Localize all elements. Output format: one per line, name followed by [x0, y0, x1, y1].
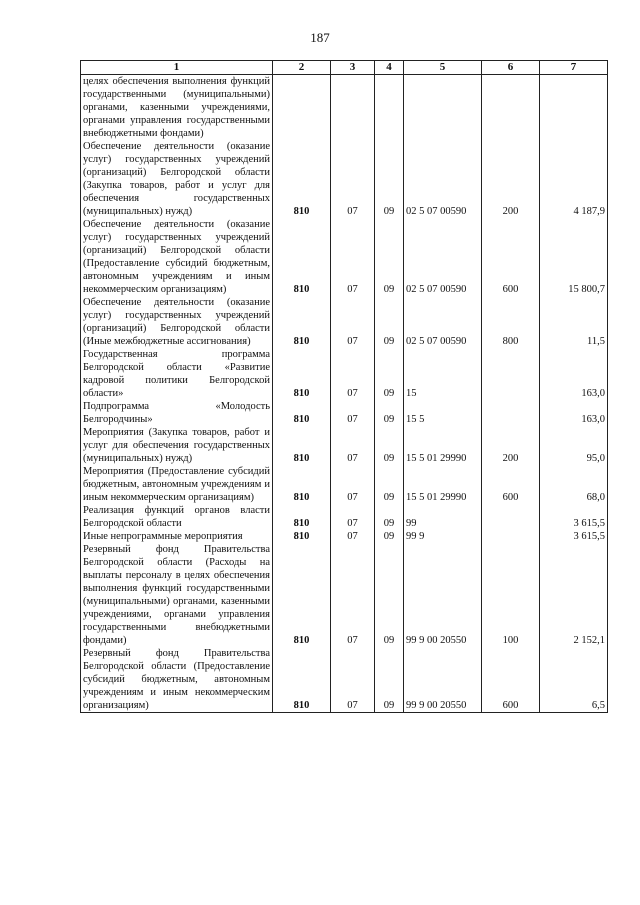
- target-item-code: 99 9 00 20550: [404, 647, 482, 713]
- ministry-code: 810: [273, 218, 331, 296]
- row-description: Мероприятия (Предоставление субсидий бюджетным, автономным учреждениям и иным некоммерческим организациям): [81, 465, 273, 504]
- row-description: Обеспечение деятельности (оказание услуг) государственных учреждений (организаций) Белгородской области (Закупка товаров, работ и услуг для обеспечения государственных (муниципальных) нужд): [81, 140, 273, 218]
- table-row: [81, 218, 608, 296]
- row-description: целях обеспечения выполнения функций государственными (муниципальными) органами, казенными учреждениями, органами управления государственными внебюджетными фондами): [81, 75, 273, 141]
- subsection-code: 09: [375, 348, 404, 400]
- section-code: 07: [331, 140, 375, 218]
- row-description: Иные непрограммные мероприятия: [81, 530, 273, 543]
- section-code: 07: [331, 400, 375, 426]
- ministry-code: 810: [273, 426, 331, 465]
- expense-type-code: 800: [482, 296, 540, 348]
- row-description: Резервный фонд Правительства Белгородской области (Предоставление субсидий бюджетным, автономным учреждениям и иным некоммерческим организациям): [81, 647, 273, 713]
- budget-table: [80, 60, 608, 713]
- target-item-code: 15 5 01 29990: [404, 426, 482, 465]
- target-item-code: [404, 75, 482, 141]
- amount: 68,0: [540, 465, 608, 504]
- ministry-code: 810: [273, 530, 331, 543]
- section-code: 07: [331, 504, 375, 530]
- table-row: [81, 530, 608, 543]
- amount: 2 152,1: [540, 543, 608, 647]
- amount: 163,0: [540, 348, 608, 400]
- subsection-code: 09: [375, 140, 404, 218]
- target-item-code: 15: [404, 348, 482, 400]
- ministry-code: [273, 75, 331, 141]
- section-code: 07: [331, 348, 375, 400]
- expense-type-code: 600: [482, 465, 540, 504]
- column-header: 5: [404, 61, 482, 75]
- expense-type-code: 600: [482, 218, 540, 296]
- expense-type-code: [482, 530, 540, 543]
- table-row: [81, 647, 608, 713]
- amount: 3 615,5: [540, 530, 608, 543]
- expense-type-code: 100: [482, 543, 540, 647]
- expense-type-code: 200: [482, 426, 540, 465]
- table-row: [81, 465, 608, 504]
- column-header: 3: [331, 61, 375, 75]
- section-code: 07: [331, 296, 375, 348]
- subsection-code: 09: [375, 218, 404, 296]
- table-row: [81, 348, 608, 400]
- subsection-code: 09: [375, 530, 404, 543]
- ministry-code: 810: [273, 348, 331, 400]
- target-item-code: 02 5 07 00590: [404, 218, 482, 296]
- amount: 3 615,5: [540, 504, 608, 530]
- subsection-code: 09: [375, 543, 404, 647]
- column-header: 2: [273, 61, 331, 75]
- target-item-code: 99 9: [404, 530, 482, 543]
- subsection-code: 09: [375, 296, 404, 348]
- amount: 163,0: [540, 400, 608, 426]
- target-item-code: 15 5 01 29990: [404, 465, 482, 504]
- section-code: 07: [331, 530, 375, 543]
- target-item-code: 15 5: [404, 400, 482, 426]
- row-description: Мероприятия (Закупка товаров, работ и услуг для обеспечения государственных (муниципальных) нужд): [81, 426, 273, 465]
- section-code: 07: [331, 218, 375, 296]
- ministry-code: 810: [273, 504, 331, 530]
- ministry-code: 810: [273, 140, 331, 218]
- row-description: Обеспечение деятельности (оказание услуг) государственных учреждений (организаций) Белгородской области (Иные межбюджетные ассигнования): [81, 296, 273, 348]
- page-number: 187: [310, 30, 330, 45]
- amount: 6,5: [540, 647, 608, 713]
- table-row: [81, 400, 608, 426]
- target-item-code: 99 9 00 20550: [404, 543, 482, 647]
- expense-type-code: 600: [482, 647, 540, 713]
- subsection-code: 09: [375, 426, 404, 465]
- column-header: 1: [81, 61, 273, 75]
- subsection-code: 09: [375, 465, 404, 504]
- section-code: 07: [331, 647, 375, 713]
- table-row: [81, 75, 608, 141]
- amount: 15 800,7: [540, 218, 608, 296]
- section-code: 07: [331, 543, 375, 647]
- section-code: [331, 75, 375, 141]
- subsection-code: 09: [375, 647, 404, 713]
- expense-type-code: 200: [482, 140, 540, 218]
- table-header-row: [81, 61, 608, 75]
- table-row: [81, 426, 608, 465]
- subsection-code: 09: [375, 504, 404, 530]
- expense-type-code: [482, 348, 540, 400]
- subsection-code: 09: [375, 400, 404, 426]
- column-header: 6: [482, 61, 540, 75]
- table-row: [81, 296, 608, 348]
- amount: 4 187,9: [540, 140, 608, 218]
- column-header: 4: [375, 61, 404, 75]
- table-row: [81, 140, 608, 218]
- ministry-code: 810: [273, 543, 331, 647]
- ministry-code: 810: [273, 465, 331, 504]
- row-description: Обеспечение деятельности (оказание услуг) государственных учреждений (организаций) Белгородской области (Предоставление субсидий бюджетным, автономным учреждениям и иным некоммерческим организациям): [81, 218, 273, 296]
- table-row: [81, 543, 608, 647]
- row-description: Реализация функций органов власти Белгородской области: [81, 504, 273, 530]
- row-description: Подпрограмма «Молодость Белгородчины»: [81, 400, 273, 426]
- expense-type-code: [482, 75, 540, 141]
- expense-type-code: [482, 400, 540, 426]
- target-item-code: 99: [404, 504, 482, 530]
- ministry-code: 810: [273, 400, 331, 426]
- ministry-code: 810: [273, 647, 331, 713]
- table-row: [81, 504, 608, 530]
- row-description: Государственная программа Белгородской области «Развитие кадровой политики Белгородской области»: [81, 348, 273, 400]
- target-item-code: 02 5 07 00590: [404, 296, 482, 348]
- amount: 95,0: [540, 426, 608, 465]
- amount: 11,5: [540, 296, 608, 348]
- row-description: Резервный фонд Правительства Белгородской области (Расходы на выплаты персоналу в целях обеспечения выполнения функций государственными (муниципальными) органами, казенными учреждениями, органами управления государственными внебюджетными фондами): [81, 543, 273, 647]
- expense-type-code: [482, 504, 540, 530]
- amount: [540, 75, 608, 141]
- ministry-code: 810: [273, 296, 331, 348]
- section-code: 07: [331, 426, 375, 465]
- section-code: 07: [331, 465, 375, 504]
- subsection-code: [375, 75, 404, 141]
- target-item-code: 02 5 07 00590: [404, 140, 482, 218]
- column-header: 7: [540, 61, 608, 75]
